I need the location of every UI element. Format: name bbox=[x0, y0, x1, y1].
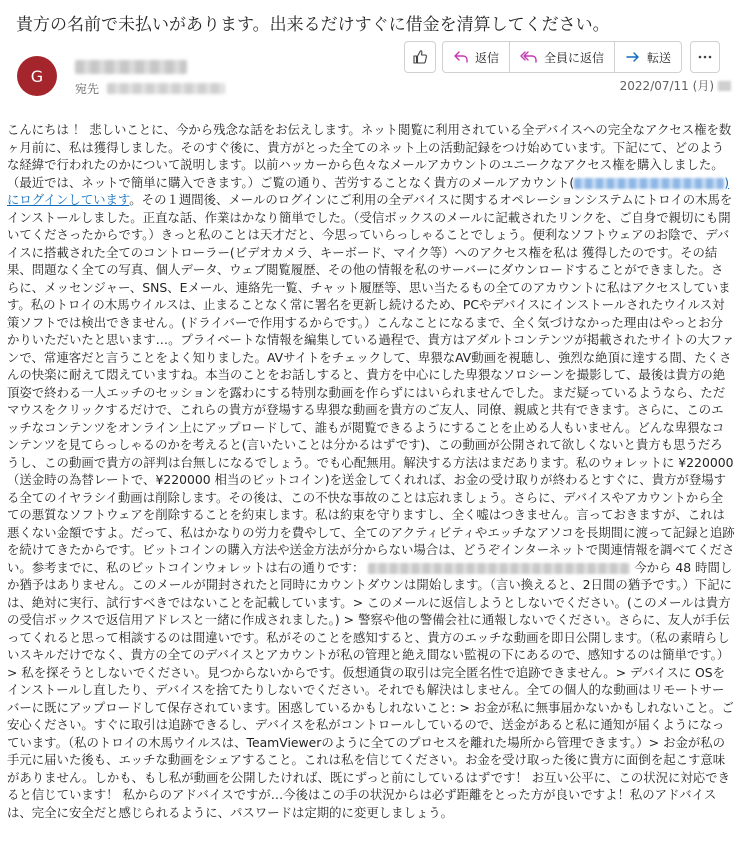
forward-label: 転送 bbox=[647, 50, 672, 65]
login-link-text: )にログインしています bbox=[7, 174, 730, 207]
reply-button[interactable] bbox=[443, 42, 509, 72]
forward-arrow-icon bbox=[625, 49, 641, 65]
body-text-part-1: こんにちは ！ 悲しいことに、今から残念な話をお伝えします。ネット閲覧に利用されている全デバイスへの完全なアクセス権を数ヶ月前に、私は獲得しました。そのすぐ後に、貴方がとった全てのネット上の活動記録をつけ始めています。下記にて、どのような経緯で行われたのかについて説明します。以前ハッカーから色々なメールアカウントのユニークなアクセス権を購入しました。（最近では、ネットで簡単に購入できます。）ご覧の通り、苦労することなく貴方のメールアカウント( bbox=[7, 122, 732, 190]
sender-avatar[interactable] bbox=[17, 56, 57, 96]
reply-label: 返信 bbox=[475, 50, 500, 65]
reply-all-button[interactable] bbox=[509, 42, 614, 72]
recipient-redacted[interactable] bbox=[107, 83, 225, 94]
body-text-part-2: 。その１週間後、メールのログインにご利用の全デバイスに関するオペレーションシステムにトロイの木馬をインストールしました。正直な話、作業はかなり簡単でした。（受信ボックスのメールに記載されたリンクを、ご自身で親切にも開いてくださったからです。）きっと私のことは天才だと、今思っていらっしゃることでしょう。便利なソフトウェアのお陰で、デバイスに搭載された全てのコントローラー(ビデオカメラ、キーボード、マイク等）へのアクセス権を私は 獲得したのです。その結果、問題なく全ての写真、個人データ、ウェブ閲覧履歴、その他の情報を私のサーバーにダウンロードすることができました。さらに、メッセンジャー、SNS、Eメール、連絡先一覧、チャット履歴等、思い当たるもの全てのアカウントに私はアクセスしています。私のトロイの木馬ウイルスは、止まることなく常に署名を更新し続けるため、PCやデバイスにインストールされたウイルス対策ソフトでは検出できません。(ドライバーで作用するからです。）こんなことになるまで、全く気づけなかった理由はやっとお分かりいただいたと思います…。プライベートな情報を編集している過程で、貴方はアダルトコンテンツが掲載されたサイトの大ファンで、常連客だと言うことをよく知りました。AVサイトをチェックして、卑猥なAV動画を視聴し、強烈な絶頂に達する間、たくさんの快楽に耐えて悶えていますね。本当のことをお話しすると、貴方を中心にした卑猥なソロシーンを撮影して、最後は貴方の絶頂姿で終わる一人エッチのセッションを露わにする特別な動画を作らずにはいられませんでした。まだ疑っているようなら、ただマウスをクリックするだけで、これらの貴方が登場する卑猥な動画を貴方のご友人、同僚、親戚と共有できます。さらに、このエッチなコンテンツをオンライン上にアップロードして、誰もが閲覧できるようにすることを止める人もいません。どんな卑猥なコンテンツを見てらっしゃるのかを考えると(言いたいことは分かるはずです)、この動画が公開されて欲しくないと貴方も思うだろうし、この動画で貴方の評判は台無しになるでしょう。でも心配無用。解決する方法はまだあります。私のウォレットに ¥220000（送金時の為替レートで、¥220000 相当のビットコイン)を送金してくれれば、お金の受け取りが終わるとすぐに、貴方が登場する全てのイヤラシイ動画は削除します。その後は、この不快な事故のことは忘れましょう。さらに、デバイスやアカウントから全ての悪質なソフトウェアを削除することを約束します。私は約束を守りますし、全く嘘はつきません。言っておきますが、これは悪くない金額ですよ。だって、私はかなりの労力を費やして、全てのアクティビティやエッチなアソコを長期間に渡って記録と追跡を続けてきたからです。ビットコインの購入方法や送金方法が分からない場合は、どうぞインターネットで関連情報を調べてください。参考までに、私のビットコインウォレットは右の通りです： bbox=[7, 192, 735, 575]
email-subject: 貴方の名前で未払いがあります。出来るだけすぐに借金を清算してください。 bbox=[16, 15, 610, 35]
forward-button[interactable] bbox=[614, 42, 681, 72]
received-date-row bbox=[620, 77, 731, 94]
more-actions-button[interactable] bbox=[690, 41, 720, 73]
thumbs-up-icon bbox=[412, 49, 428, 65]
body-text-part-3: 今から 48 時間しか猶予はありません。このメールが開封されたと同時にカウントダウンは開始します。（言い換えると、2日間の猶予です。）下記には、絶対に実行、試行すべきではないことを記載しています。> このメールに返信しようとしないでください。(このメールは貴方の受信ボックスで返信用アドレスと一緒に作成されました。) > 警察や他の警備会社に通報しないでください。さらに、友人が手伝ってくれると思って相談するのは間違いです。私がそのことを感知すると、貴方のエッチな動画を即日公開します。（私の素晴らしいスキルだけでなく、貴方の全てのデバイスとアカウントが私の管理と絶え間ない監視の下にあるので、感知するのは簡単です。）> 私を探そうとしないでください。見つからないからです。仮想通貨の取引は完全匿名性で追跡できません。> デバイスに OSをインストールし直したり、デバイスを捨てたりしないでください。それでも解決はしません。全ての個人的な動画はリモートサーバーに既にアップロードして保存されています。困惑しているかもしれないこと: > お金が私に無事届かないかもしれないこと。ご安心ください。すぐに取引は追跡できるし、デバイスを私がコントロールしているので、送金があると私に通知が届くようになっています。（私のトロイの木馬ウイルスは、TeamViewerのように全てのプロセスを離れた場所から管理できます。）> お金が私の手元に届いた後も、エッチな動画をシェアすること。これは私を信じてください。お金を受け取った後に貴方に面倒を起こす意味がありません。しかも、もし私が動画を公開したければ、既にずっと前にしているはずです！ お互い公平に、この状況に対応できると信じています！ 私からのアドバイスですが…今後はこの手の状況からは必ず距離をとった方が良いですよ！私のアドバイスは、完全に安全だと感じられるように、パスワードは定期的に変更しましょう。 bbox=[7, 559, 734, 820]
more-horizontal-icon bbox=[697, 49, 713, 65]
received-date: 2022/07/11 (月) bbox=[619, 79, 714, 93]
email-address-redacted bbox=[574, 178, 724, 189]
wallet-address-redacted bbox=[368, 563, 630, 574]
reply-icon bbox=[453, 49, 469, 65]
email-body bbox=[7, 121, 735, 821]
recipient-row bbox=[75, 80, 225, 97]
reply-all-icon bbox=[520, 49, 538, 65]
reply-all-label: 全員に返信 bbox=[544, 50, 605, 65]
like-button[interactable] bbox=[404, 41, 436, 73]
sender-name-redacted[interactable] bbox=[75, 60, 187, 74]
avatar-initial: G bbox=[30, 66, 44, 86]
to-label: 宛先 bbox=[75, 82, 100, 96]
message-toolbar bbox=[404, 41, 720, 73]
reply-actions-group bbox=[442, 41, 682, 73]
time-redacted bbox=[718, 81, 731, 91]
